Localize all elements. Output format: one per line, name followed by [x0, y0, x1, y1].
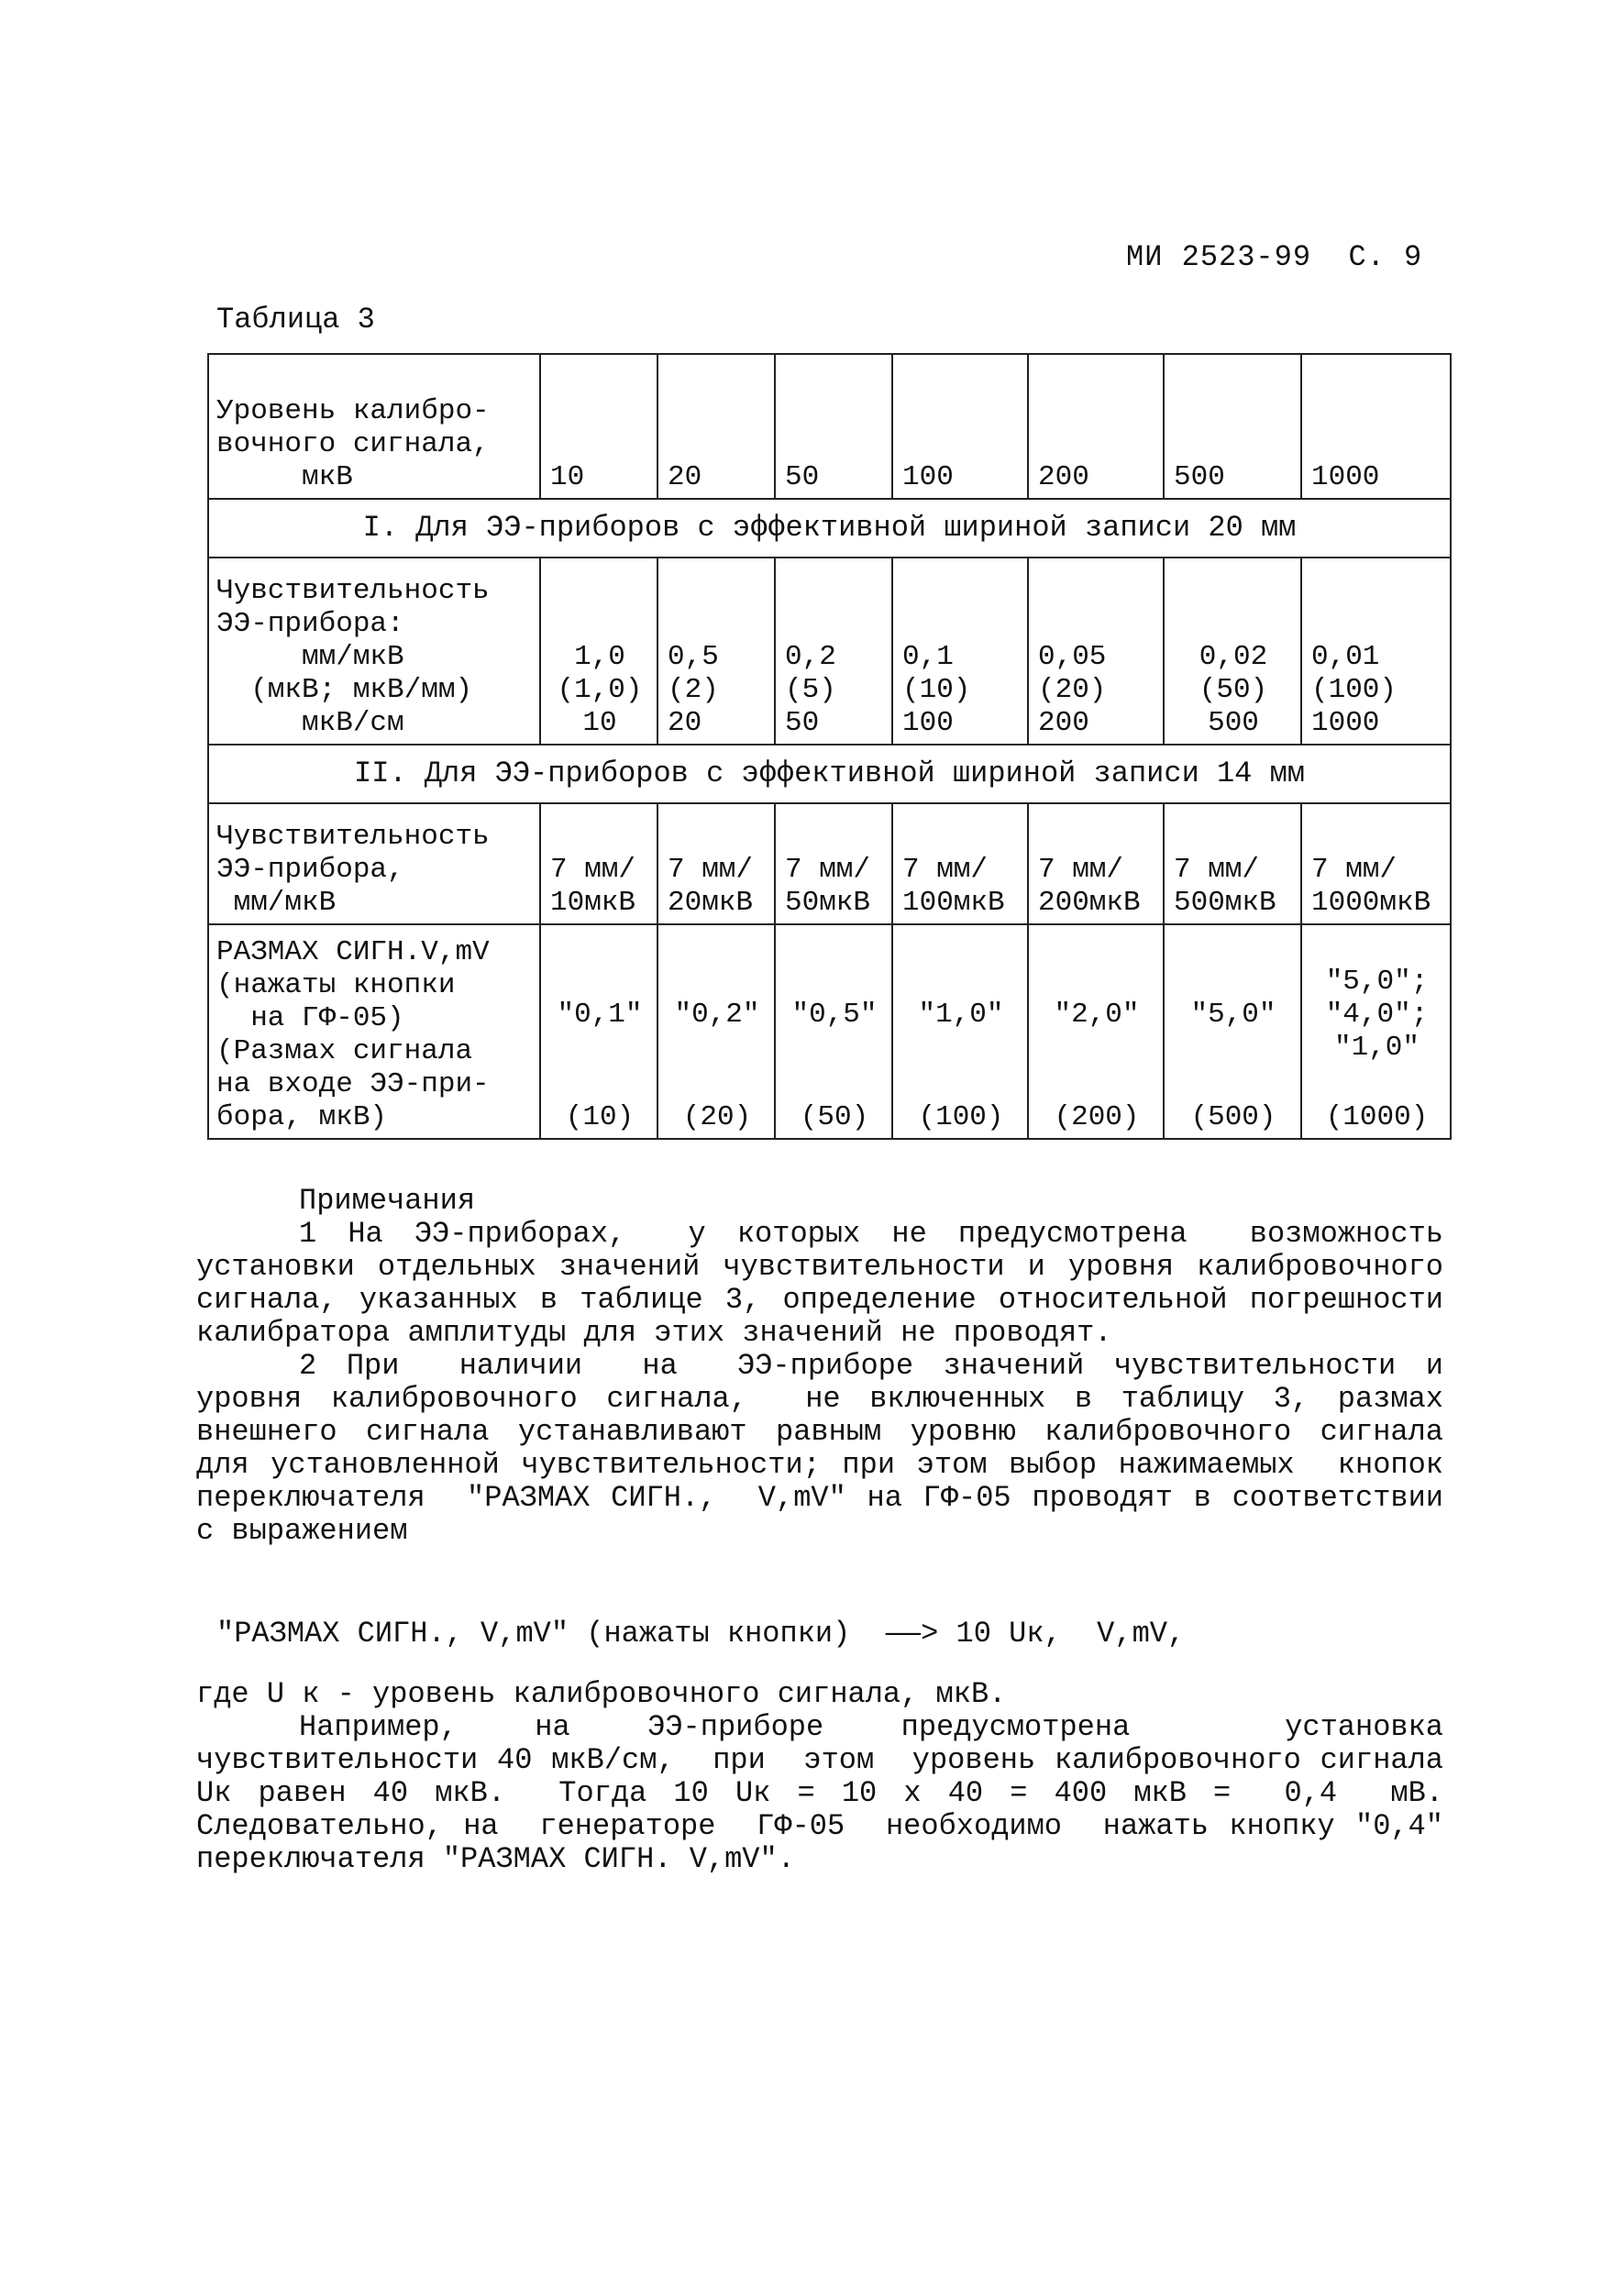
sensitivity-cell: 1,0 (1,0) 10 [540, 558, 657, 745]
gf05-button-label: "0,2" [674, 999, 760, 1031]
sensitivity-row-20mm [208, 558, 1451, 745]
gf05-cell [540, 924, 657, 1139]
level-row [208, 354, 1451, 499]
gf05-button-label: "0,5" [791, 999, 878, 1031]
example-paragraph: Например, на ЭЭ-приборе предусмотрена установка чувствительности 40 мкВ/см, при этом уровень калибровочного сигнала Uк равен 40 мкВ. Тогда 10 Uк = 10 х 40 = 400 мкВ = 0,4 мВ. Следовательно, на генераторе ГФ-05 необходимо нажать кнопку "0,4" переключателя "РАЗМАХ СИГН. V,mV". [196, 1710, 1479, 1876]
explanation-block [196, 1677, 1479, 1876]
gf05-signal-value: (10) [565, 1101, 635, 1133]
note-2: 2 При наличии на ЭЭ-приборе значений чувствительности и уровня калибровочного сигнала, не включенных в таблицу 3, размах внешнего сигнала устанавливают равным уровню калибровочного сигнала для установленной чувствительности; при этом выбор нажимаемых кнопок переключателя "РАЗМАХ СИГН., V,mV" на ГФ-05 проводят в соответствии с выражением [196, 1349, 1479, 1548]
gf05-signal-value: (1000) [1325, 1101, 1429, 1133]
gf05-cell [1301, 924, 1451, 1139]
sensitivity-cell: 7 мм/ 1000мкВ [1301, 803, 1451, 924]
level-cell: 100 [892, 354, 1028, 499]
sensitivity-row-14mm [208, 803, 1451, 924]
sensitivity-cell: 7 мм/ 100мкВ [892, 803, 1028, 924]
gf05-cell [775, 924, 892, 1139]
sensitivity-cell: 0,1 (10) 100 [892, 558, 1028, 745]
level-cell: 20 [657, 354, 775, 499]
sensitivity-header-cell: Чувствительность ЭЭ-прибора: мм/мкВ (мкВ; мкВ/мм) мкВ/см [208, 558, 540, 745]
table-caption: Таблица 3 [216, 303, 375, 337]
sensitivity-cell: 7 мм/ 50мкВ [775, 803, 892, 924]
sensitivity-cell: 7 мм/ 10мкВ [540, 803, 657, 924]
gf05-signal-value: (200) [1054, 1101, 1140, 1133]
notes-block [196, 1184, 1479, 1548]
gf05-cell [657, 924, 775, 1139]
gf05-header-cell: РАЗМАХ СИГН.V,mV (нажаты кнопки на ГФ-05) (Размах сигнала на входе ЭЭ-при- бора, мкВ) [208, 924, 540, 1139]
section-1-heading: I. Для ЭЭ-приборов с эффективной шириной записи 20 мм [208, 499, 1451, 558]
sensitivity-cell: 0,02 (50) 500 [1164, 558, 1301, 745]
gf05-button-label: "5,0"; "4,0"; "1,0" [1325, 966, 1429, 1064]
gf05-button-label: "1,0" [918, 999, 1004, 1031]
gf05-cell [1028, 924, 1164, 1139]
level-cell: 10 [540, 354, 657, 499]
section-row [208, 499, 1451, 558]
level-cell: 500 [1164, 354, 1301, 499]
gf05-button-label: "0,1" [557, 999, 643, 1031]
where-clause: где U к - уровень калибровочного сигнала, мкВ. [196, 1677, 1007, 1711]
sensitivity-cell: 0,5 (2) 20 [657, 558, 775, 745]
formula-line: "РАЗМАХ СИГН., V,mV" (нажаты кнопки) ——> 10 Uк, V,mV, [216, 1617, 1186, 1651]
sensitivity-cell: 7 мм/ 200мкВ [1028, 803, 1164, 924]
note-1: 1 На ЭЭ-приборах, у которых не предусмотрена возможность установки отдельных значений чувствительности и уровня калибровочного сигнала, указанных в таблице 3, определение относительной погрешности калибратора амплитуды для этих значений не проводят. [196, 1217, 1462, 1350]
gf05-cell [1164, 924, 1301, 1139]
gf05-signal-value: (500) [1190, 1101, 1276, 1133]
sensitivity-cell: 0,01 (100) 1000 [1301, 558, 1451, 745]
sensitivity-cell: 7 мм/ 500мкВ [1164, 803, 1301, 924]
gf05-signal-value: (20) [682, 1101, 752, 1133]
level-header-cell: Уровень калибро- вочного сигнала, мкВ [208, 354, 540, 499]
level-cell: 200 [1028, 354, 1164, 499]
gf05-signal-value: (50) [800, 1101, 869, 1133]
gf05-button-label: "2,0" [1054, 999, 1140, 1031]
sensitivity-cell: 7 мм/ 20мкВ [657, 803, 775, 924]
document-code: МИ 2523-99 С. 9 [1126, 240, 1423, 274]
gf05-cell [892, 924, 1028, 1139]
level-cell: 50 [775, 354, 892, 499]
level-cell: 1000 [1301, 354, 1451, 499]
gf05-button-row [208, 924, 1451, 1139]
sensitivity-header-cell: Чувствительность ЭЭ-прибора, мм/мкВ [208, 803, 540, 924]
gf05-signal-value: (100) [918, 1101, 1004, 1133]
calibration-table [207, 353, 1452, 1140]
section-row [208, 745, 1451, 803]
section-2-heading: II. Для ЭЭ-приборов с эффективной шириной записи 14 мм [208, 745, 1451, 803]
notes-title: Примечания [299, 1184, 476, 1218]
sensitivity-cell: 0,05 (20) 200 [1028, 558, 1164, 745]
gf05-button-label: "5,0" [1190, 999, 1276, 1031]
sensitivity-cell: 0,2 (5) 50 [775, 558, 892, 745]
